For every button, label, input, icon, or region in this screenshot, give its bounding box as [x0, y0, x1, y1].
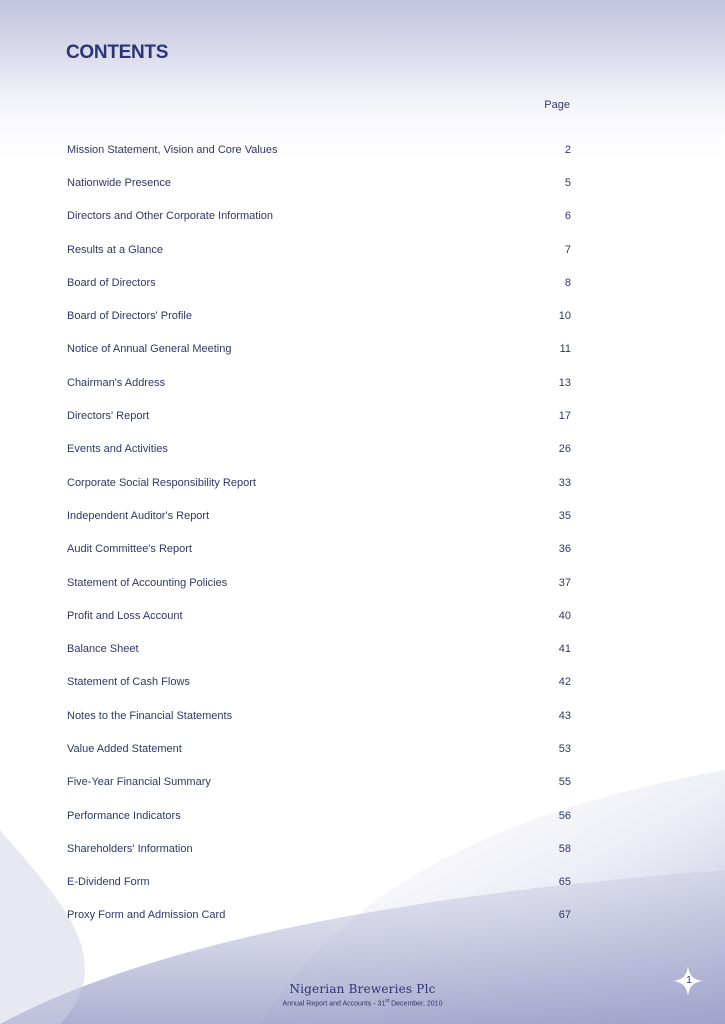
toc-entry-title: Notes to the Financial Statements — [67, 709, 233, 722]
toc-entry — [67, 499, 571, 532]
toc-entry-title: Profit and Loss Account — [67, 609, 183, 622]
page-title: CONTENTS — [66, 42, 169, 63]
toc-entry-page: 42 — [558, 676, 571, 689]
toc-entry-title: Value Added Statement — [67, 742, 182, 755]
toc-entry-title: Shareholders' Information — [67, 842, 193, 855]
toc-entry — [67, 266, 571, 299]
toc-entry — [67, 666, 571, 699]
toc-entry-page: 65 — [558, 876, 571, 889]
toc-entry-page: 26 — [558, 443, 571, 456]
toc-entry-page: 7 — [564, 243, 571, 256]
toc-entry — [67, 399, 571, 432]
toc-entry — [67, 299, 571, 332]
toc-entry-title: Performance Indicators — [67, 809, 181, 822]
toc-entry-title: Events and Activities — [67, 443, 168, 456]
toc-entry-page: 13 — [558, 376, 571, 389]
toc-entry-title: Chairman's Address — [67, 376, 166, 389]
toc-entry-page: 56 — [558, 809, 571, 822]
toc-entry — [67, 732, 571, 765]
toc-entry-title: Balance Sheet — [67, 643, 139, 656]
toc-entry-page: 11 — [559, 343, 571, 356]
toc-entry-title: Directors and Other Corporate Information — [67, 210, 274, 223]
toc-entry-title: Results at a Glance — [67, 243, 163, 256]
page-number: 1 — [686, 975, 692, 986]
toc-entry — [67, 766, 571, 799]
toc-entry — [67, 699, 571, 732]
toc-entry — [67, 433, 571, 466]
company-name: Nigerian Breweries Plc — [289, 982, 436, 996]
toc-entry-page: 5 — [564, 176, 571, 189]
toc-entry — [67, 200, 571, 233]
toc-entry-title: Mission Statement, Vision and Core Values — [67, 143, 278, 156]
toc-entry-title: Directors' Report — [67, 410, 150, 423]
toc-entry-page: 53 — [558, 742, 571, 755]
toc-entry — [67, 166, 571, 199]
toc-entry-title: Nationwide Presence — [67, 176, 171, 189]
report-subtitle: Annual Report and Accounts - 31st December, 2010 — [282, 998, 443, 1008]
toc-entry-page: 10 — [558, 310, 571, 323]
toc-entry — [67, 366, 571, 399]
toc-entry-title: Corporate Social Responsibility Report — [67, 476, 256, 489]
toc-entry-page: 67 — [558, 909, 571, 922]
toc-entry — [67, 333, 571, 366]
toc-entry-page: 17 — [558, 410, 571, 423]
toc-entry-page: 58 — [558, 842, 571, 855]
toc-entry — [67, 866, 571, 899]
toc-entry — [67, 632, 571, 665]
toc-entry-page: 36 — [558, 543, 571, 556]
toc-entry-title: Board of Directors — [67, 276, 156, 289]
toc-entry-title: Independent Auditor's Report — [67, 509, 210, 522]
toc-entry-title: E-Dividend Form — [67, 876, 150, 889]
toc-entry-page: 33 — [558, 476, 571, 489]
toc-entry-page: 6 — [564, 210, 571, 223]
toc-entry — [67, 233, 571, 266]
toc-entry — [67, 566, 571, 599]
toc-entry-page: 37 — [558, 576, 571, 589]
toc-entry-page: 35 — [558, 509, 571, 522]
toc-entry — [67, 533, 571, 566]
toc-entry-page: 40 — [558, 609, 571, 622]
toc-entry-title: Proxy Form and Admission Card — [67, 909, 226, 922]
toc-entry — [67, 133, 571, 166]
toc-entry — [67, 799, 571, 832]
toc-entry-page: 2 — [564, 143, 571, 156]
toc-entry-page: 55 — [558, 776, 571, 789]
footer — [0, 982, 725, 1007]
toc-entry-title: Statement of Accounting Policies — [67, 576, 228, 589]
toc-entry — [67, 899, 571, 932]
toc-entry-title: Audit Committee's Report — [67, 543, 192, 556]
page-column-header: Page — [544, 99, 570, 111]
toc-entry — [67, 466, 571, 499]
toc-entry-page: 8 — [564, 276, 571, 289]
toc-entry — [67, 599, 571, 632]
toc-entry-page: 43 — [558, 709, 571, 722]
toc-entry — [67, 832, 571, 865]
toc-entry-title: Board of Directors' Profile — [67, 310, 192, 323]
toc-entry-title: Five-Year Financial Summary — [67, 776, 211, 789]
toc-entry-title: Notice of Annual General Meeting — [67, 343, 232, 356]
toc-entry-title: Statement of Cash Flows — [67, 676, 190, 689]
toc-entry-page: 41 — [558, 643, 571, 656]
table-of-contents — [67, 133, 571, 932]
